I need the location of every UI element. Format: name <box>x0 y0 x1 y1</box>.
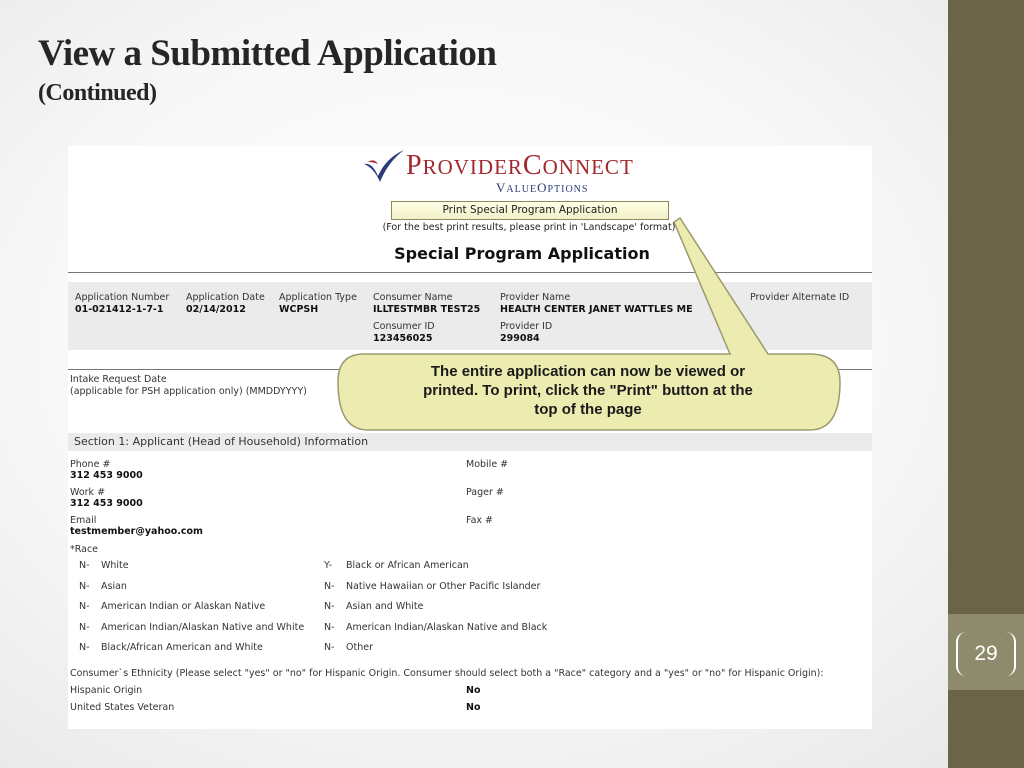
phone-value: 312 453 9000 <box>70 470 143 481</box>
race-option-name: Black or African American <box>346 560 469 571</box>
fax-label: Fax # <box>466 515 494 526</box>
intake-date-note: (applicable for PSH application only) (MMDDYYYY) <box>70 386 307 397</box>
email-value: testmember@yahoo.com <box>70 526 203 537</box>
veteran-value: No <box>466 702 481 713</box>
provider-name-field: Provider Name HEALTH CENTER JANET WATTLES ME <box>500 292 693 315</box>
application-screenshot <box>68 146 872 729</box>
app-type-field: Application Type WCPSH <box>279 292 357 315</box>
logo-subtext: VALUEOPTIONS <box>496 180 589 195</box>
section-1-header: Section 1: Applicant (Head of Household) Information <box>68 433 872 451</box>
app-date-field: Application Date 02/14/2012 <box>186 292 265 315</box>
hispanic-origin-value: No <box>466 685 481 696</box>
work-label: Work # <box>70 487 106 498</box>
callout-balloon <box>68 146 872 729</box>
race-option-name: American Indian/Alaskan Native and White <box>101 621 305 633</box>
pager-label: Pager # <box>466 487 504 498</box>
consumer-id-field: Consumer ID 123456025 <box>373 321 435 344</box>
race-option-code: N- <box>79 601 90 612</box>
slide-title: View a Submitted Application <box>38 33 497 74</box>
race-option-name: American Indian or Alaskan Native <box>101 601 266 612</box>
provider-id-field: Provider ID 299084 <box>500 321 553 344</box>
work-value: 312 453 9000 <box>70 498 143 509</box>
form-title: Special Program Application <box>394 244 650 263</box>
race-option-name: Black/African American and White <box>101 642 263 653</box>
race-option-code: N- <box>324 621 335 633</box>
race-label: *Race <box>70 544 99 555</box>
provider-alt-id-field: Provider Alternate ID <box>750 292 850 303</box>
print-note: (For the best print results, please print in 'Landscape' format) <box>382 222 676 233</box>
race-option-code: N- <box>79 560 90 571</box>
race-option-name: Asian <box>101 580 127 592</box>
phone-label: Phone # <box>70 459 111 470</box>
app-number-field: Application Number 01-021412-1-7-1 <box>75 292 170 315</box>
race-option-code: N- <box>79 642 90 653</box>
print-application-button[interactable]: Print Special Program Application <box>391 201 669 220</box>
race-option-name: Native Hawaiian or Other Pacific Islander <box>346 580 541 592</box>
race-option-name: Asian and White <box>346 601 424 612</box>
veteran-label: United States Veteran <box>70 702 175 713</box>
race-option-name: Other <box>346 642 373 653</box>
race-option-name: White <box>101 560 129 571</box>
ethnicity-note: Consumer`s Ethnicity (Please select "yes" or "no" for Hispanic Origin. Consumer should select both a "Race" category and a "yes" or "no" for Hispanic Origin): <box>70 668 824 679</box>
intake-date-label: Intake Request Date <box>70 374 167 385</box>
race-option-code: N- <box>324 580 335 592</box>
race-option-code: Y- <box>324 560 333 571</box>
hispanic-origin-label: Hispanic Origin <box>70 685 143 696</box>
mobile-label: Mobile # <box>466 459 509 470</box>
race-option-code: N- <box>324 642 335 653</box>
slide-subtitle: (Continued) <box>38 80 157 106</box>
logo-brand-text: PROVIDERCONNECT <box>406 150 634 181</box>
race-option-code: N- <box>324 601 335 612</box>
race-option-code: N- <box>79 580 90 592</box>
callout-text: The entire application can now be viewed or printed. To print, click the "Print" button at the top of the page <box>423 363 753 418</box>
consumer-name-field: Consumer Name ILLTESTMBR TEST25 <box>373 292 481 315</box>
page-number: 29 <box>974 642 998 665</box>
email-label: Email <box>70 515 97 526</box>
race-option-name: American Indian/Alaskan Native and Black <box>346 621 548 633</box>
race-option-code: N- <box>79 621 90 633</box>
